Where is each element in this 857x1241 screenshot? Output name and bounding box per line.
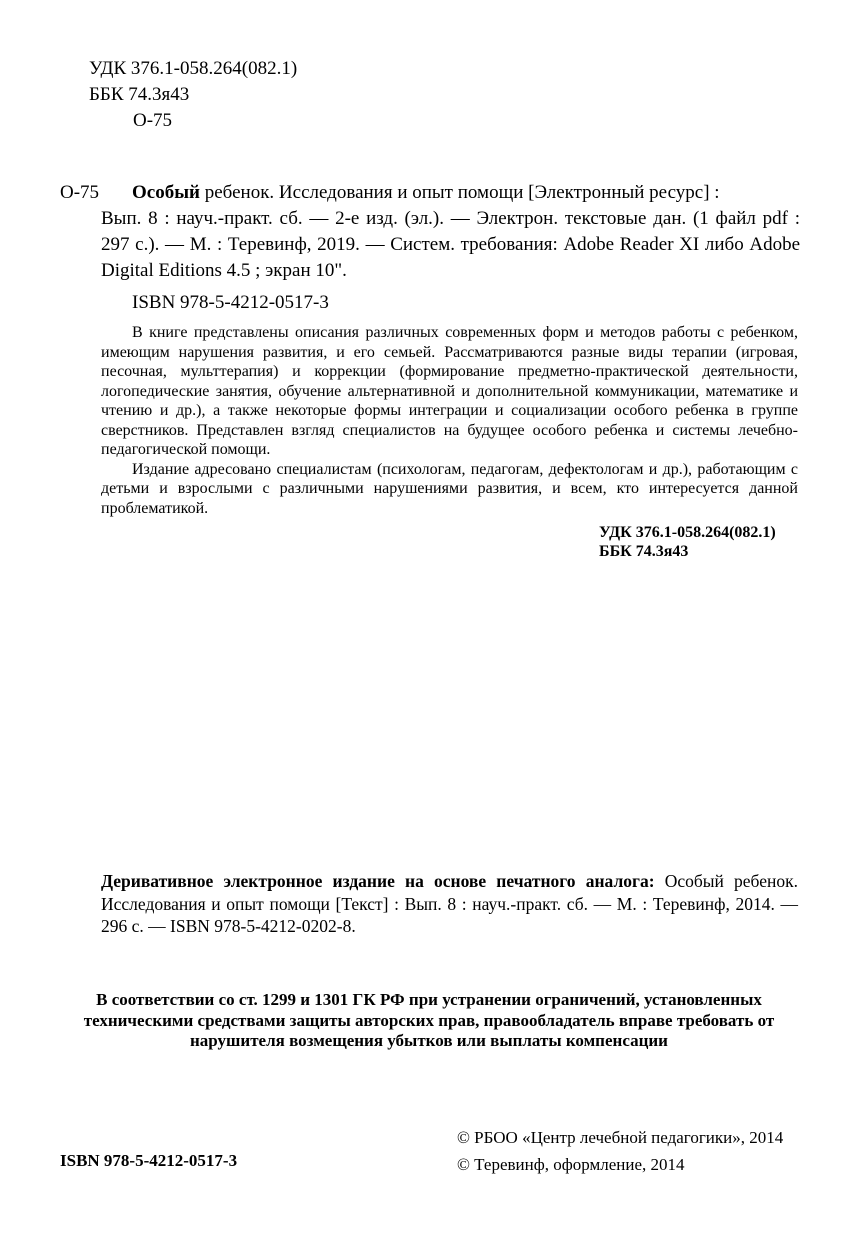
author-mark: О-75 <box>133 110 173 131</box>
derivative-edition-note <box>101 870 798 938</box>
udk-code-right: УДК 376.1-058.264(082.1) <box>599 524 776 541</box>
derivative-bold: Деривативное электронное издание на основе печатного аналога: <box>101 871 655 891</box>
bib-isbn: ISBN 978-5-4212-0517-3 <box>132 292 329 313</box>
bib-continuation: Вып. 8 : науч.-практ. сб. — 2-е изд. (эл.). — Электрон. текстовые дан. (1 файл pdf : 297 с.). — М. : Теревинф, 2019. — Систем. требования: Adobe Reader XI либо Adobe Digital Editions 4.5 ; экран 10". <box>101 208 800 281</box>
bbk-code: ББК 74.3я43 <box>89 84 190 105</box>
bib-first-line-rest: ребенок. Исследования и опыт помощи [Электронный ресурс] : <box>200 182 720 203</box>
abstract-paragraph: Издание адресовано специалистам (психологам, педагогам, дефектологам и др.), работающим с детьми и взрослыми с различными нарушениями развития, и всем, кто интересуется данной проблематикой. <box>101 460 798 517</box>
derivative-rest: Особый ребенок. Исследования и опыт помощи [Текст] : Вып. 8 : науч.-практ. сб. — М. : Теревинф, 2014. — 296 с. — ISBN 978-5-4212-0202-8. <box>101 871 798 936</box>
copyright-line: © РБОО «Центр лечебной педагогики», 2014 <box>457 1128 784 1147</box>
bib-first-line <box>101 180 800 206</box>
classification-codes-right <box>599 523 776 561</box>
copyright-line: © Теревинф, оформление, 2014 <box>457 1155 685 1174</box>
classification-codes <box>89 56 297 134</box>
bib-description <box>101 180 800 284</box>
bib-title-bold: Особый <box>132 182 200 203</box>
bibliographic-record <box>60 180 800 313</box>
copyright-block <box>457 1124 783 1178</box>
bbk-code-right: ББК 74.3я43 <box>599 543 689 560</box>
bib-author-mark: О-75 <box>60 182 100 203</box>
abstract-paragraph: В книге представлены описания различных современных форм и методов работы с ребенком, имеющим нарушения развития, и его семьей. Рассматриваются разные виды терапии (игровая, песочная, мульттерапия) и коррекции (формирование предметно-практической деятельности, логопедические занятия, обучение альтернативной и дополнительной коммуникации, математике и чтению и др.), а также некоторые формы интеграции и социализации особого ребенка в группе сверстников. Представлен взгляд специалистов на будущее особого ребенка и системы лечебно-педагогической помощи. <box>101 324 798 458</box>
footer-isbn: ISBN 978-5-4212-0517-3 <box>60 1151 238 1170</box>
legal-notice: В соответствии со ст. 1299 и 1301 ГК РФ при устранении ограничений, установленных техническими средствами защиты авторских прав, правообладатель вправе требовать от нарушителя возмещения убытков или выплаты компенсации <box>83 990 775 1050</box>
abstract <box>101 323 798 518</box>
udk-code: УДК 376.1-058.264(082.1) <box>89 58 298 79</box>
